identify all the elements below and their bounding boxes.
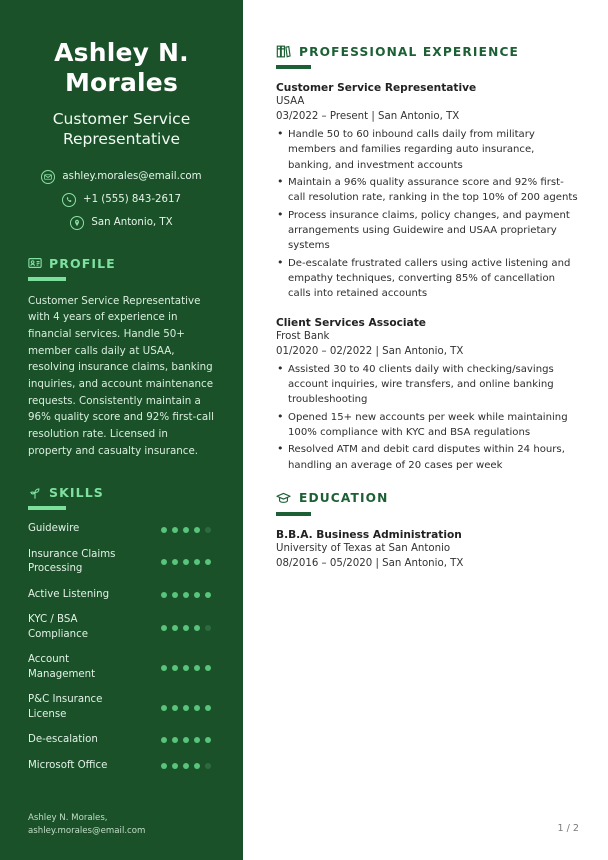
skill-row (28, 733, 215, 747)
rating-dot-filled (194, 625, 200, 631)
skill-row (28, 522, 215, 536)
skill-rating-dots (161, 737, 215, 743)
skill-row (28, 693, 215, 722)
entry-bullet: • Maintain a 96% quality assurance score and 92% first-call resolution rate, ranking in the top 10% of 200 agents (276, 175, 578, 206)
profile-heading (28, 256, 215, 271)
skill-name: Account Management (28, 654, 96, 680)
skill-name: P&C Insurance License (28, 694, 103, 720)
skills-heading (28, 485, 215, 500)
skill-rating-dots (161, 559, 215, 565)
skill-rating-dots (161, 527, 215, 533)
candidate-name: Ashley N. Morales (54, 38, 189, 97)
contact-location-text: San Antonio, TX (91, 217, 173, 229)
rating-dot-filled (172, 625, 178, 631)
skills-section (28, 485, 215, 773)
rating-dot-filled (205, 665, 211, 671)
sprout-icon (28, 486, 42, 500)
education-heading (276, 491, 578, 506)
skill-name: Microsoft Office (28, 759, 108, 771)
id-card-icon (28, 256, 42, 270)
rating-dot-filled (161, 737, 167, 743)
entry-title: B.B.A. Business Administration (276, 528, 462, 541)
education-rule (276, 512, 311, 516)
entry-bullet-list (276, 362, 578, 473)
rating-dot-filled (183, 625, 189, 631)
profile-section (28, 256, 215, 460)
envelope-icon (41, 170, 55, 184)
entry (276, 529, 578, 569)
entry-dates-location: 01/2020 – 02/2022 | San Antonio, TX (276, 345, 464, 357)
phone-icon (62, 193, 76, 207)
entry-bullet: • Process insurance claims, policy changes, and payment arrangements using Guidewire and USAA proprietary systems (276, 208, 578, 254)
rating-dot-filled (172, 527, 178, 533)
rating-dot-filled (183, 763, 189, 769)
profile-text: Customer Service Representative with 4 years of experience in financial services. Handle 50+ member calls daily at USAA, resolving insurance claims, banking inquiries, and account maintenance requests. Consistently maintain a 96% quality score and 92% first-call resolution rate. Licensed in property and casualty insurance. (28, 294, 214, 457)
candidate-job-title: Customer Service Representative (52, 110, 191, 148)
rating-dot-filled (183, 705, 189, 711)
rating-dot-filled (161, 705, 167, 711)
rating-dot-filled (183, 665, 189, 671)
sidebar (0, 0, 243, 860)
skill-row (28, 548, 215, 577)
skill-row (28, 613, 215, 642)
skill-name: Active Listening (28, 588, 110, 600)
skill-row (28, 653, 215, 682)
rating-dot-filled (194, 763, 200, 769)
rating-dot-filled (205, 705, 211, 711)
experience-rule (276, 65, 311, 69)
skill-rating-dots (161, 592, 215, 598)
rating-dot-filled (205, 592, 211, 598)
skill-rating-dots (161, 705, 215, 711)
location-pin-icon (70, 216, 84, 230)
contact-list (28, 170, 215, 230)
contact-email[interactable] (28, 170, 215, 184)
rating-dot-filled (161, 559, 167, 565)
contact-location[interactable] (28, 216, 215, 230)
experience-heading-text: PROFESSIONAL EXPERIENCE (299, 44, 520, 59)
entry-dates-location: 08/2016 – 05/2020 | San Antonio, TX (276, 557, 464, 569)
graduation-cap-icon (276, 491, 291, 506)
rating-dot-filled (205, 737, 211, 743)
rating-dot-filled (161, 625, 167, 631)
experience-heading (276, 44, 578, 59)
skills-rule (28, 506, 66, 510)
entry-bullet: • Resolved ATM and debit card disputes within 24 hours, handling an average of 20 cases per week (276, 442, 578, 473)
contact-email-text: ashley.morales@email.com (62, 171, 202, 183)
rating-dot-empty (205, 625, 211, 631)
rating-dot-filled (172, 592, 178, 598)
rating-dot-filled (161, 527, 167, 533)
rating-dot-filled (172, 665, 178, 671)
skill-name: Guidewire (28, 523, 80, 535)
entry-bullet: • De-escalate frustrated callers using active listening and empathy techniques, converting 85% of cancellation calls into retained accounts (276, 256, 578, 302)
entry-title: Client Services Associate (276, 316, 426, 329)
page-number: 1 / 2 (557, 823, 579, 834)
rating-dot-filled (161, 592, 167, 598)
skill-row (28, 759, 215, 773)
skill-name: Insurance Claims Processing (28, 548, 116, 575)
skill-row (28, 588, 215, 602)
entry-bullet: • Assisted 30 to 40 clients daily with checking/savings account inquiries, wire transfers, and online banking troubleshooting (276, 362, 578, 408)
rating-dot-filled (194, 665, 200, 671)
skills-heading-text: SKILLS (49, 485, 104, 501)
rating-dot-filled (194, 592, 200, 598)
entry (276, 317, 578, 473)
entry-organization: University of Texas at San Antonio (276, 542, 451, 554)
profile-rule (28, 277, 66, 281)
rating-dot-filled (161, 763, 167, 769)
rating-dot-filled (183, 527, 189, 533)
skill-rating-dots (161, 763, 215, 769)
entry-organization: Frost Bank (276, 330, 330, 342)
education-entries (276, 529, 578, 569)
entry-organization: USAA (276, 96, 305, 107)
books-icon (276, 44, 291, 59)
education-heading-text: EDUCATION (299, 491, 389, 506)
rating-dot-filled (172, 763, 178, 769)
contact-phone-text: +1 (555) 843-2617 (83, 194, 181, 206)
rating-dot-empty (205, 527, 211, 533)
sidebar-footer-text: Ashley N. Morales, ashley.morales@email.com (28, 813, 146, 837)
sidebar-footer (0, 812, 243, 838)
experience-section (276, 44, 578, 473)
entry-bullet-list (276, 127, 578, 302)
rating-dot-filled (194, 737, 200, 743)
contact-phone[interactable] (28, 193, 215, 207)
skill-name: De-escalation (28, 734, 98, 746)
rating-dot-filled (183, 559, 189, 565)
rating-dot-filled (194, 705, 200, 711)
entry-bullet: • Handle 50 to 60 inbound calls daily from military members and families regarding auto insurance, banking, and investment accounts (276, 127, 578, 173)
experience-entries (276, 82, 578, 473)
skill-rating-dots (161, 665, 215, 671)
rating-dot-filled (172, 705, 178, 711)
rating-dot-filled (194, 559, 200, 565)
skill-name: KYC / BSA Compliance (28, 614, 88, 640)
education-section (276, 491, 578, 569)
rating-dot-filled (194, 527, 200, 533)
rating-dot-filled (183, 737, 189, 743)
entry-dates-location: 03/2022 – Present | San Antonio, TX (276, 111, 460, 122)
entry-title: Customer Service Representative (276, 82, 477, 94)
rating-dot-filled (161, 665, 167, 671)
skills-list (28, 522, 215, 773)
profile-heading-text: PROFILE (49, 255, 116, 271)
rating-dot-filled (172, 737, 178, 743)
main-content (243, 0, 608, 860)
rating-dot-filled (172, 559, 178, 565)
rating-dot-empty (205, 763, 211, 769)
rating-dot-filled (183, 592, 189, 598)
skill-rating-dots (161, 625, 215, 631)
rating-dot-filled (205, 559, 211, 565)
entry-bullet: • Opened 15+ new accounts per week while maintaining 100% compliance with KYC and BSA regulations (276, 410, 578, 441)
entry (276, 82, 578, 302)
